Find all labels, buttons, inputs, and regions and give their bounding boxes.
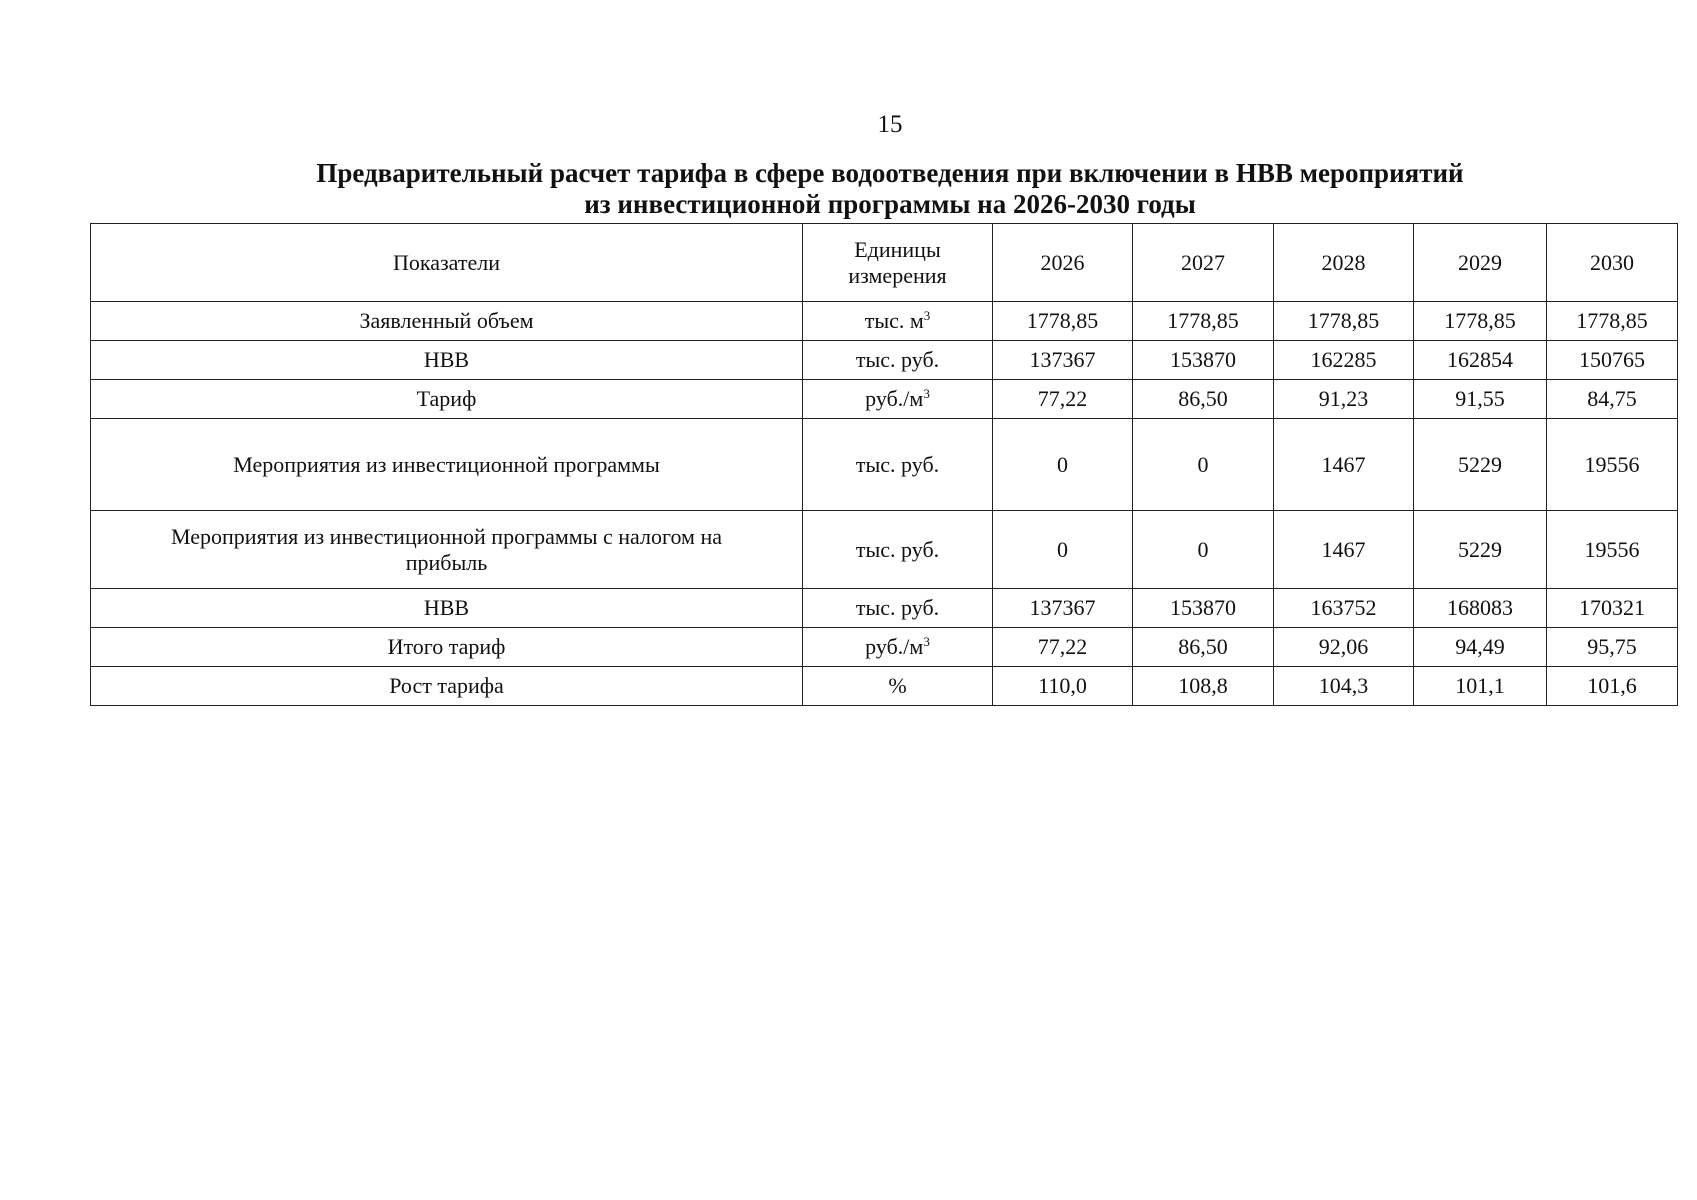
- value-2026: 110,0: [993, 667, 1133, 706]
- unit-text: тыс. руб.: [855, 595, 940, 620]
- document-title: [0, 158, 1697, 220]
- value-2030: 1778,85: [1547, 302, 1678, 341]
- title-line-1: Предварительный расчет тарифа в сфере водоотведения при включении в НВВ мероприятий: [316, 158, 1464, 188]
- value-2030: 150765: [1547, 341, 1678, 380]
- value-2029: 94,49: [1414, 628, 1547, 667]
- value-2028: 1467: [1274, 511, 1414, 589]
- value-2028: 1778,85: [1274, 302, 1414, 341]
- value-2027: 0: [1133, 419, 1274, 511]
- row-name: Мероприятия из инвестиционной программы: [91, 419, 803, 511]
- row-unit: [803, 667, 993, 706]
- row-unit: [803, 419, 993, 511]
- header-year-2029: 2029: [1414, 224, 1547, 302]
- table-row: [91, 628, 1678, 667]
- table-row: [91, 667, 1678, 706]
- unit-superscript: 3: [923, 634, 930, 649]
- unit-text: %: [888, 673, 907, 698]
- row-unit: [803, 589, 993, 628]
- row-name: НВВ: [91, 341, 803, 380]
- value-2029: 5229: [1414, 419, 1547, 511]
- value-2029: 168083: [1414, 589, 1547, 628]
- value-2029: 162854: [1414, 341, 1547, 380]
- value-2029: 91,55: [1414, 380, 1547, 419]
- header-unit-line-2: измерения: [848, 262, 947, 288]
- table-row: [91, 511, 1678, 589]
- row-name: НВВ: [91, 589, 803, 628]
- value-2026: 77,22: [993, 628, 1133, 667]
- value-2029: 101,1: [1414, 667, 1547, 706]
- row-name-line-1: Мероприятия из инвестиционной программы с налогом на: [171, 523, 722, 549]
- header-year-2028: 2028: [1274, 224, 1414, 302]
- value-2030: 101,6: [1547, 667, 1678, 706]
- unit-text: тыс. руб.: [855, 536, 940, 562]
- row-unit: [803, 380, 993, 419]
- value-2028: 162285: [1274, 341, 1414, 380]
- row-name-line-2: прибыль: [405, 549, 488, 575]
- row-unit: [803, 511, 993, 589]
- value-2028: 92,06: [1274, 628, 1414, 667]
- value-2030: 170321: [1547, 589, 1678, 628]
- value-2028: 104,3: [1274, 667, 1414, 706]
- header-unit-line-1: Единицы: [854, 236, 941, 262]
- unit-text: руб./м: [865, 386, 924, 411]
- value-2026: 1778,85: [993, 302, 1133, 341]
- value-2027: 1778,85: [1133, 302, 1274, 341]
- value-2028: 163752: [1274, 589, 1414, 628]
- value-2030: 95,75: [1547, 628, 1678, 667]
- unit-superscript: 3: [923, 308, 931, 323]
- table-row: [91, 419, 1678, 511]
- value-2026: 137367: [993, 589, 1133, 628]
- row-name: [91, 511, 803, 589]
- row-name: Рост тарифа: [91, 667, 803, 706]
- unit-text: тыс. руб.: [855, 347, 940, 372]
- row-name: Итого тариф: [91, 628, 803, 667]
- unit-text: тыс. руб.: [855, 451, 940, 477]
- value-2026: 77,22: [993, 380, 1133, 419]
- value-2027: 86,50: [1133, 380, 1274, 419]
- value-2028: 91,23: [1274, 380, 1414, 419]
- value-2029: 1778,85: [1414, 302, 1547, 341]
- table-header-row: [91, 224, 1678, 302]
- value-2027: 0: [1133, 511, 1274, 589]
- value-2027: 153870: [1133, 341, 1274, 380]
- unit-text: руб./м: [865, 634, 924, 659]
- header-unit: [803, 224, 993, 302]
- tariff-table: [90, 223, 1678, 706]
- row-unit: [803, 628, 993, 667]
- table-row: [91, 341, 1678, 380]
- table-row: [91, 589, 1678, 628]
- header-year-2026: 2026: [993, 224, 1133, 302]
- table-row: [91, 380, 1678, 419]
- value-2030: 19556: [1547, 419, 1678, 511]
- row-name: Тариф: [91, 380, 803, 419]
- header-year-2030: 2030: [1547, 224, 1678, 302]
- table-row: [91, 302, 1678, 341]
- value-2026: 0: [993, 419, 1133, 511]
- value-2030: 19556: [1547, 511, 1678, 589]
- page-number: 15: [877, 111, 903, 138]
- value-2030: 84,75: [1547, 380, 1678, 419]
- header-indicator: Показатели: [91, 224, 803, 302]
- header-year-2027: 2027: [1133, 224, 1274, 302]
- row-name: Заявленный объем: [91, 302, 803, 341]
- title-line-2: из инвестиционной программы на 2026-2030 годы: [584, 189, 1196, 219]
- value-2029: 5229: [1414, 511, 1547, 589]
- unit-superscript: 3: [923, 386, 930, 401]
- value-2027: 108,8: [1133, 667, 1274, 706]
- row-unit: [803, 341, 993, 380]
- value-2026: 0: [993, 511, 1133, 589]
- row-unit: [803, 302, 993, 341]
- value-2027: 153870: [1133, 589, 1274, 628]
- unit-text: тыс. м: [864, 308, 924, 333]
- value-2026: 137367: [993, 341, 1133, 380]
- value-2028: 1467: [1274, 419, 1414, 511]
- value-2027: 86,50: [1133, 628, 1274, 667]
